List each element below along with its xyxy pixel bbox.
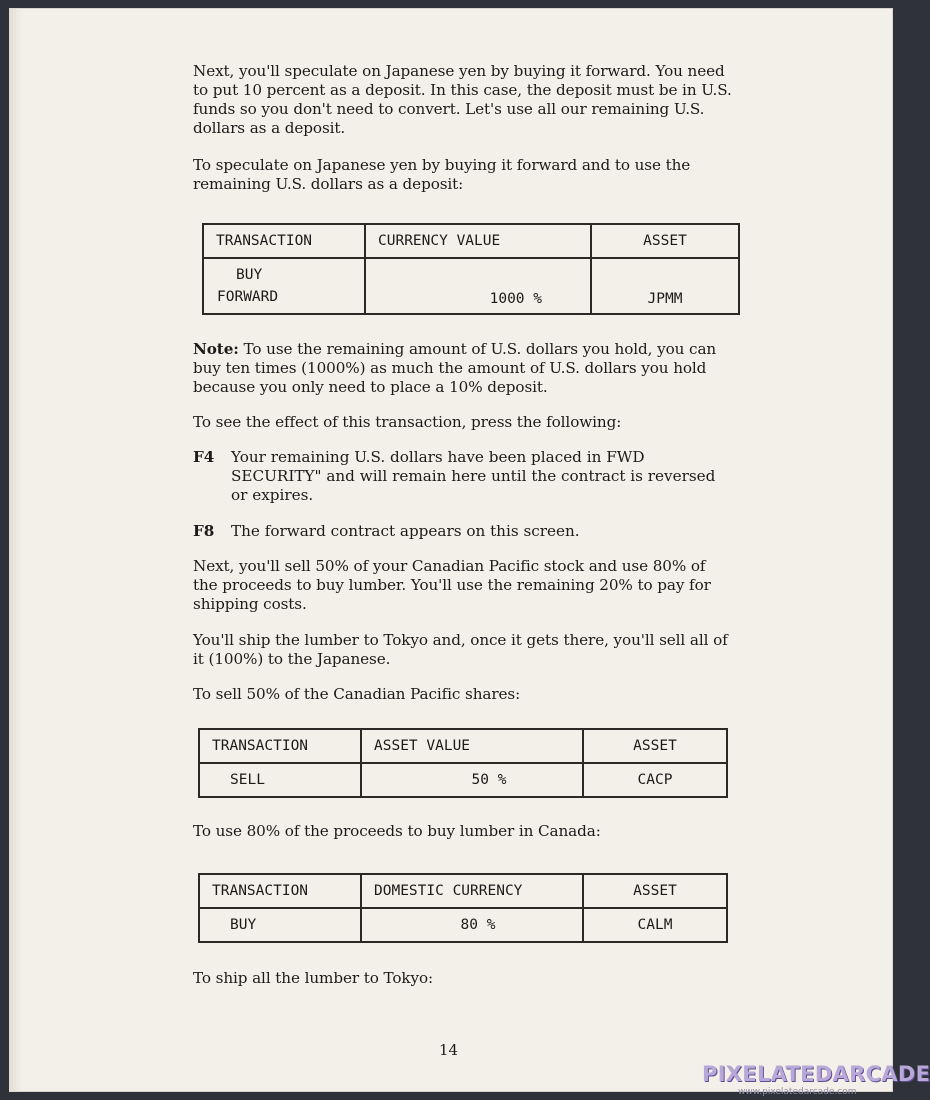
note-label: Note: [193,340,239,358]
header-asset: ASSET [583,729,727,763]
table-buy-lumber [198,873,728,943]
header-asset-value: ASSET VALUE [361,729,583,763]
header-transaction: TRANSACTION [199,729,361,763]
ship-lumber-paragraph: You'll ship the lumber to Tokyo and, once it gets there, you'll sell all of it (100%) to the Japanese. [193,631,728,668]
table-buy-forward [202,223,740,315]
sell-stock-paragraph: Next, you'll sell 50% of your Canadian Pacific stock and use 80% of the proceeds to buy lumber. You'll use the remaining 20% to pay for shipping costs. [193,557,711,613]
header-asset: ASSET [591,224,739,258]
note-paragraph [193,340,733,397]
cell-asset: JPMM [591,258,739,314]
header-domestic-currency: DOMESTIC CURRENCY [361,874,583,908]
cell-transaction: SELL [199,763,361,797]
cell-value: 1000 % [365,258,591,314]
ship-tokyo-instruction: To ship all the lumber to Tokyo: [193,969,434,987]
sell-shares-instruction: To sell 50% of the Canadian Pacific shares: [193,685,521,703]
speculate-instruction: To speculate on Japanese yen by buying it forward and to use the remaining U.S. dollars as a deposit: [193,156,691,193]
effect-instruction: To see the effect of this transaction, press the following: [193,413,622,431]
table-sell-shares [198,728,728,798]
header-currency-value: CURRENCY VALUE [365,224,591,258]
page-number: 14 [439,1041,459,1059]
note-text: To use the remaining amount of U.S. dollars you hold, you can buy ten times (1000%) as much the amount of U.S. dollars you hold because you only need to place a 10% deposit. [193,340,717,396]
f8-key: F8 [193,522,215,540]
cell-asset: CALM [583,908,727,942]
cell-transaction [203,258,365,314]
cell-value: 80 % [361,908,583,942]
f4-key: F4 [193,448,215,466]
f8-description: The forward contract appears on this screen. [231,522,580,540]
header-transaction: TRANSACTION [203,224,365,258]
buy-lumber-instruction: To use 80% of the proceeds to buy lumber in Canada: [193,822,601,840]
f4-description: Your remaining U.S. dollars have been placed in FWD SECURITY" and will remain here until the contract is reversed or expires. [231,448,716,504]
cell-transaction: BUY [199,908,361,942]
transaction-line-1: BUY [236,267,263,283]
intro-paragraph: Next, you'll speculate on Japanese yen by buying it forward. You need to put 10 percent as a deposit. In this case, the deposit must be in U.S. funds so you don't need to convert. Let's use all our remaining U.S. dollars as a deposit. [193,62,732,137]
watermark-url: www.pixelatedarcade.com [738,1087,857,1097]
header-asset: ASSET [583,874,727,908]
transaction-line-2: FORWARD [217,289,279,305]
cell-value: 50 % [361,763,583,797]
header-transaction: TRANSACTION [199,874,361,908]
watermark-logo: PIXELATEDARCADE [702,1062,930,1086]
cell-asset: CACP [583,763,727,797]
